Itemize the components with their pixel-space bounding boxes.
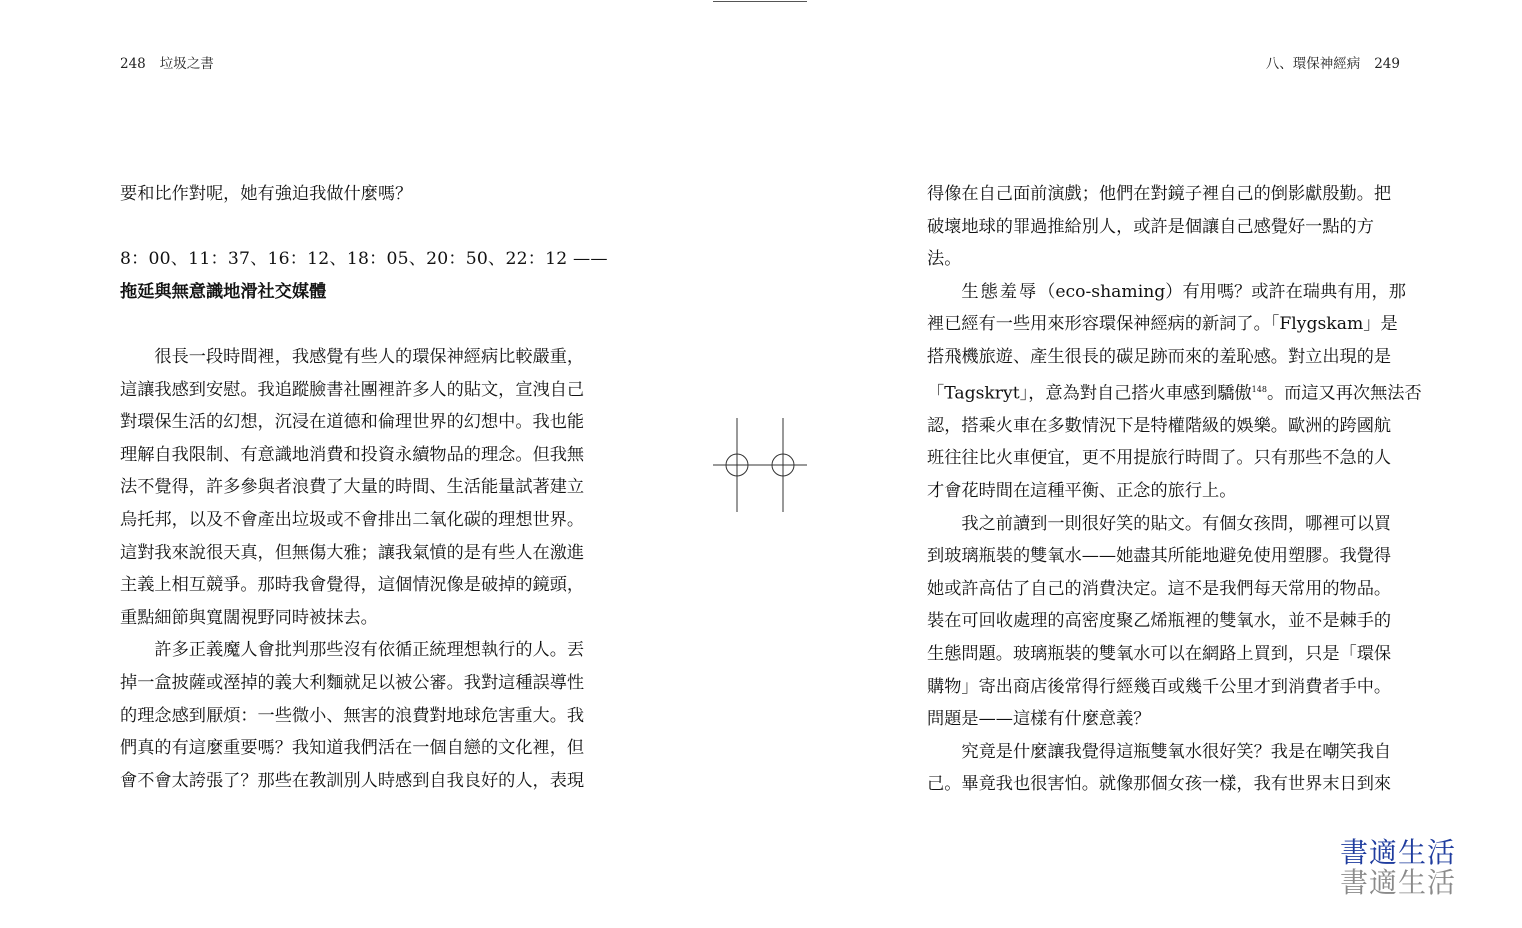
right-paragraph-3	[927, 508, 1401, 736]
text-span: （eco-shaming）有用嗎？或許在瑞典有用，那	[1038, 281, 1406, 302]
book-title: 垃圾之書	[159, 56, 214, 72]
left-page-body	[120, 178, 608, 797]
emphasis-term: 生態羞辱	[961, 281, 1039, 302]
text-line: 這對我來說很天真，但無傷大雅；讓我氣憤的是有些人在激進	[120, 542, 585, 563]
watermark-line-2: 書適生活	[1340, 866, 1457, 899]
footnote-marker: 148	[1251, 384, 1267, 394]
text-line: 究竟是什麼讓我覺得這瓶雙氧水很好笑？我是在嘲笑我自	[961, 741, 1392, 762]
watermark-logo	[1340, 838, 1456, 898]
text-line: 重點細節與寬闊視野同時被抹去。	[120, 607, 378, 628]
text-line: 法。	[927, 249, 962, 270]
intro-line: 要和比作對呢，她有強迫我做什麼嗎？	[120, 184, 413, 204]
text-line: 認，搭乘火車在多數情況下是特權階級的娛樂。歐洲的跨國航	[927, 415, 1392, 436]
text-line: 裝在可回收處理的高密度聚乙烯瓶裡的雙氧水，並不是棘手的	[927, 611, 1392, 632]
text-line: 很長一段時間裡，我感覺有些人的環保神經病比較嚴重，	[154, 346, 585, 367]
text-line: 主義上相互競爭。那時我會覺得，這個情況像是破掉的鏡頭，	[120, 575, 585, 596]
text-line: 搭飛機旅遊、產生很長的碳足跡而來的羞恥感。對立出現的是	[927, 346, 1392, 367]
text-line: 得像在自己面前演戲；他們在對鏡子裡自己的倒影獻殷勤。把	[927, 184, 1392, 204]
timeline-heading: 8：00、11：37、16：12、18：05、20：50、22：12 ——	[120, 249, 608, 270]
text-line: 許多正義魔人會批判那些沒有依循正統理想執行的人。丟	[154, 640, 585, 661]
text-line: 她或許高估了自己的消費決定。這不是我們每天常用的物品。	[927, 578, 1392, 599]
section-subheading: 拖延與無意識地滑社交媒體	[120, 281, 327, 302]
text-line: 購物」寄出商店後常得行經幾百或幾千公里才到消費者手中。	[927, 676, 1392, 697]
text-line: 烏托邦，以及不會產出垃圾或不會排出二氧化碳的理想世界。	[120, 509, 585, 530]
text-line	[927, 374, 1422, 410]
text-line: 掉一盒披薩或溼掉的義大利麵就足以被公審。我對這種誤導性	[120, 672, 585, 693]
text-span: 「Tagskryt」，意為對自己搭火車感到驕傲	[927, 383, 1252, 404]
text-line: 到玻璃瓶裝的雙氧水——她盡其所能地避免使用塑膠。我覺得	[927, 546, 1392, 567]
text-line: 理解自我限制、有意識地消費和投資永續物品的理念。但我無	[120, 444, 585, 465]
left-paragraph-2	[120, 634, 594, 797]
text-line: 才會花時間在這種平衡、正念的旅行上。	[927, 481, 1237, 502]
text-line: 的理念感到厭煩：一些微小、無害的浪費對地球危害重大。我	[120, 705, 585, 726]
chapter-title: 八、環保神經病	[1265, 56, 1361, 72]
text-line: 們真的有這麼重要嗎？我知道我們活在一個自戀的文化裡，但	[120, 738, 585, 759]
right-paragraph-4	[927, 736, 1401, 801]
text-span: 。而這又再次無法否	[1266, 383, 1422, 404]
text-line: 對環保生活的幻想，沉浸在道德和倫理世界的幻想中。我也能	[120, 412, 585, 433]
text-line: 己。畢竟我也很害怕。就像那個女孩一樣，我有世界末日到來	[927, 774, 1392, 795]
right-page-number: 249	[1374, 56, 1400, 72]
text-line: 我之前讀到一則很好笑的貼文。有個女孩問，哪裡可以買	[961, 513, 1392, 534]
right-paragraph-2	[927, 276, 1422, 508]
text-line: 裡已經有一些用來形容環保神經病的新詞了。「Flygskam」是	[927, 314, 1398, 335]
text-line	[927, 276, 1406, 309]
right-running-head	[1266, 54, 1400, 74]
text-line: 法不覺得，許多參與者浪費了大量的時間、生活能量試著建立	[120, 477, 585, 498]
text-line: 這讓我感到安慰。我追蹤臉書社團裡許多人的貼文，宣洩自己	[120, 379, 585, 400]
watermark-line-1: 書適生活	[1340, 836, 1457, 869]
registration-mark-icon	[713, 418, 807, 512]
text-line: 破壞地球的罪過推給別人，或許是個讓自己感覺好一點的方	[927, 216, 1374, 237]
top-crop-tab	[713, 0, 807, 2]
left-running-head	[120, 54, 214, 74]
right-page-body	[927, 178, 1422, 801]
left-page-number: 248	[120, 56, 146, 72]
right-paragraph-1	[927, 178, 1401, 276]
text-line: 會不會太誇張了？那些在教訓別人時感到自我良好的人，表現	[120, 770, 585, 791]
left-paragraph-1	[120, 341, 594, 634]
text-line: 生態問題。玻璃瓶裝的雙氧水可以在網路上買到，只是「環保	[927, 644, 1392, 665]
text-line: 班往往比火車便宜，更不用提旅行時間了。只有那些不急的人	[927, 448, 1392, 469]
text-line: 問題是——這樣有什麼意義？	[927, 709, 1151, 730]
